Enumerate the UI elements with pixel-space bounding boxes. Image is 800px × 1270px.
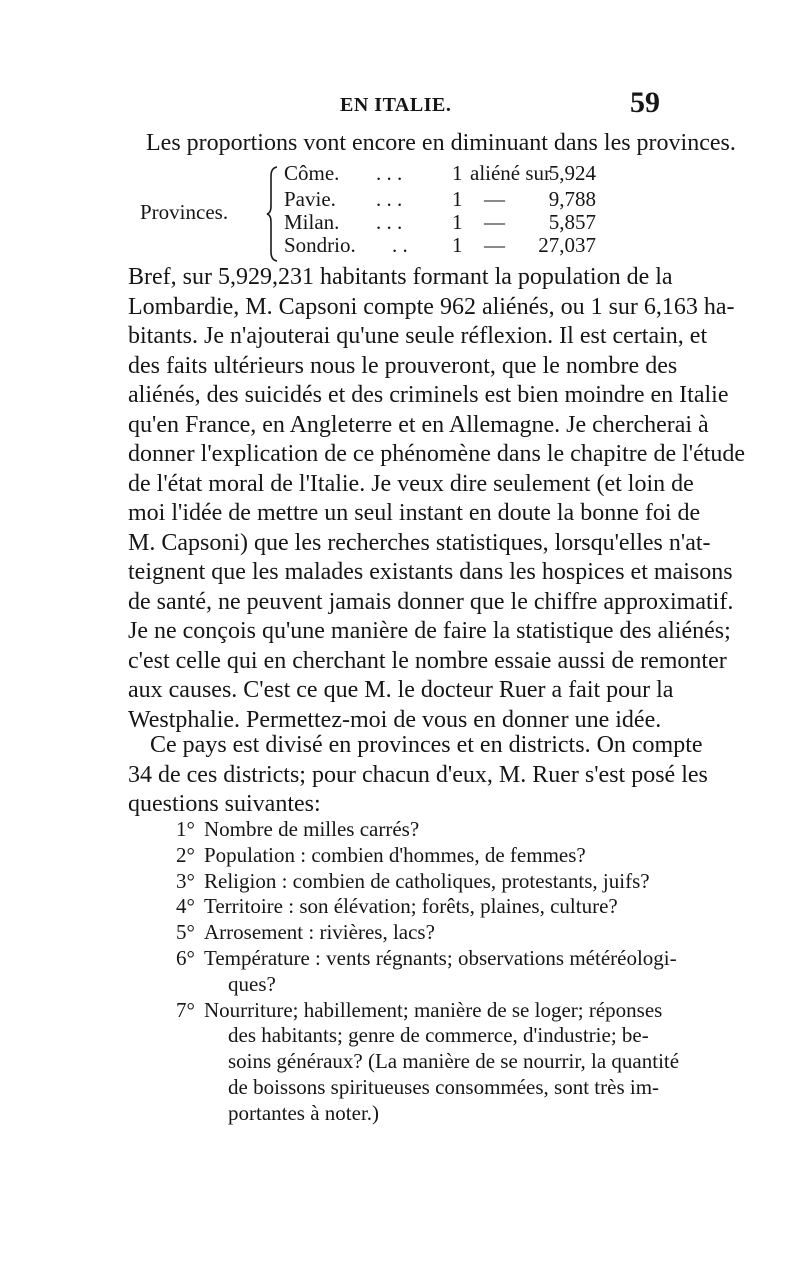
text-line: Westphalie. Permettez-moi de vous en donner une idée. (128, 706, 662, 733)
separator: — (484, 233, 505, 257)
separator: aliéné sur (470, 161, 552, 185)
leader-dots: . . (392, 233, 408, 257)
text-line: Je ne conçois qu'une manière de faire la statistique des aliénés; (128, 618, 731, 644)
province-name: Pavie. (284, 187, 336, 211)
separator: — (484, 187, 505, 211)
question-number: 6° (176, 946, 195, 970)
ratio-value: 5,857 (548, 210, 596, 234)
intro-sentence: Les proportions vont encore en diminuant dans les provinces. (146, 130, 736, 156)
text-line: Ce pays est divisé en provinces et en districts. On compte (150, 732, 703, 758)
text-line: M. Capsoni) que les recherches statistiques, lorsqu'elles n'at- (128, 529, 711, 556)
count-value: 1 (452, 187, 463, 211)
text-line: moi l'idée de mettre un seul instant en doute la bonne foi de (128, 500, 701, 526)
leader-dots: . . . (376, 187, 403, 211)
brace-icon (266, 166, 278, 262)
province-name: Côme. (284, 161, 340, 185)
text-line: questions suivantes: (128, 791, 321, 817)
separator: — (484, 210, 505, 234)
question-text: portantes à noter.) (228, 1100, 380, 1125)
question-text: des habitants; genre de commerce, d'industrie; be- (228, 1023, 649, 1048)
question-text: Arrosement : rivières, lacs? (204, 920, 435, 945)
text-line: aliénés, des suicidés et des criminels est bien moindre en Italie (128, 382, 729, 408)
text-line: donner l'explication de ce phénomène dans le chapitre de l'étude (128, 441, 746, 467)
text-line: Bref, sur 5,929,231 habitants formant la population de la (128, 264, 673, 290)
count-value: 1 (452, 161, 463, 185)
question-number: 3° (176, 868, 195, 893)
leader-dots: . . . (376, 210, 403, 234)
text-line: des faits ultérieurs nous le prouveront, que le nombre des (128, 352, 678, 379)
text-line: c'est celle qui en cherchant le nombre essaie aussi de remonter (128, 647, 727, 674)
question-number: 4° (176, 894, 195, 919)
question-text: Nourriture; habillement; manière de se loger; réponses (204, 997, 663, 1022)
question-text: ques? (228, 971, 276, 996)
page-number: 59 (630, 86, 660, 119)
count-value: 1 (452, 210, 463, 234)
question-number: 5° (176, 920, 195, 945)
running-head: EN ITALIE. (340, 94, 452, 116)
text-line: aux causes. C'est ce que M. le docteur Ruer a fait pour la (128, 677, 674, 703)
province-name: Sondrio. (284, 233, 356, 257)
question-text: de boissons spiritueuses consommées, sont très im- (228, 1075, 660, 1099)
question-number: 7° (176, 997, 195, 1022)
text-line: bitants. Je n'ajouterai qu'une seule réflexion. Il est certain, et (128, 323, 708, 349)
question-text: Territoire : son élévation; forêts, plaines, culture? (204, 894, 618, 919)
ratio-value: 5,924 (548, 161, 596, 185)
text-line: 34 de ces districts; pour chacun d'eux, M. Ruer s'est posé les (128, 761, 708, 788)
question-text: Population : combien d'hommes, de femmes? (204, 842, 586, 867)
text-line: Lombardie, M. Capsoni compte 962 aliénés, ou 1 sur 6,163 ha- (128, 293, 735, 320)
text-line: de santé, ne peuvent jamais donner que le chiffre approximatif. (128, 588, 734, 615)
leader-dots: . . . (376, 161, 403, 185)
count-value: 1 (452, 233, 463, 257)
provinces-label: Provinces. (140, 200, 229, 224)
question-text: Religion : combien de catholiques, protestants, juifs? (204, 868, 650, 893)
question-text: soins généraux? (La manière de se nourrir, la quantité (228, 1049, 680, 1074)
question-text: Température : vents régnants; observations météréologi- (204, 946, 677, 970)
ratio-value: 27,037 (538, 233, 596, 257)
page-header (0, 86, 800, 122)
question-number: 1° (176, 817, 195, 841)
text-line: de l'état moral de l'Italie. Je veux dire seulement (et loin de (128, 470, 694, 497)
question-text: Nombre de milles carrés? (204, 817, 420, 841)
question-number: 2° (176, 842, 195, 867)
text-line: teignent que les malades existants dans les hospices et maisons (128, 559, 733, 585)
text-line: qu'en France, en Angleterre et en Allemagne. Je chercherai à (128, 411, 709, 438)
ratio-value: 9,788 (548, 187, 596, 211)
province-name: Milan. (284, 210, 340, 234)
